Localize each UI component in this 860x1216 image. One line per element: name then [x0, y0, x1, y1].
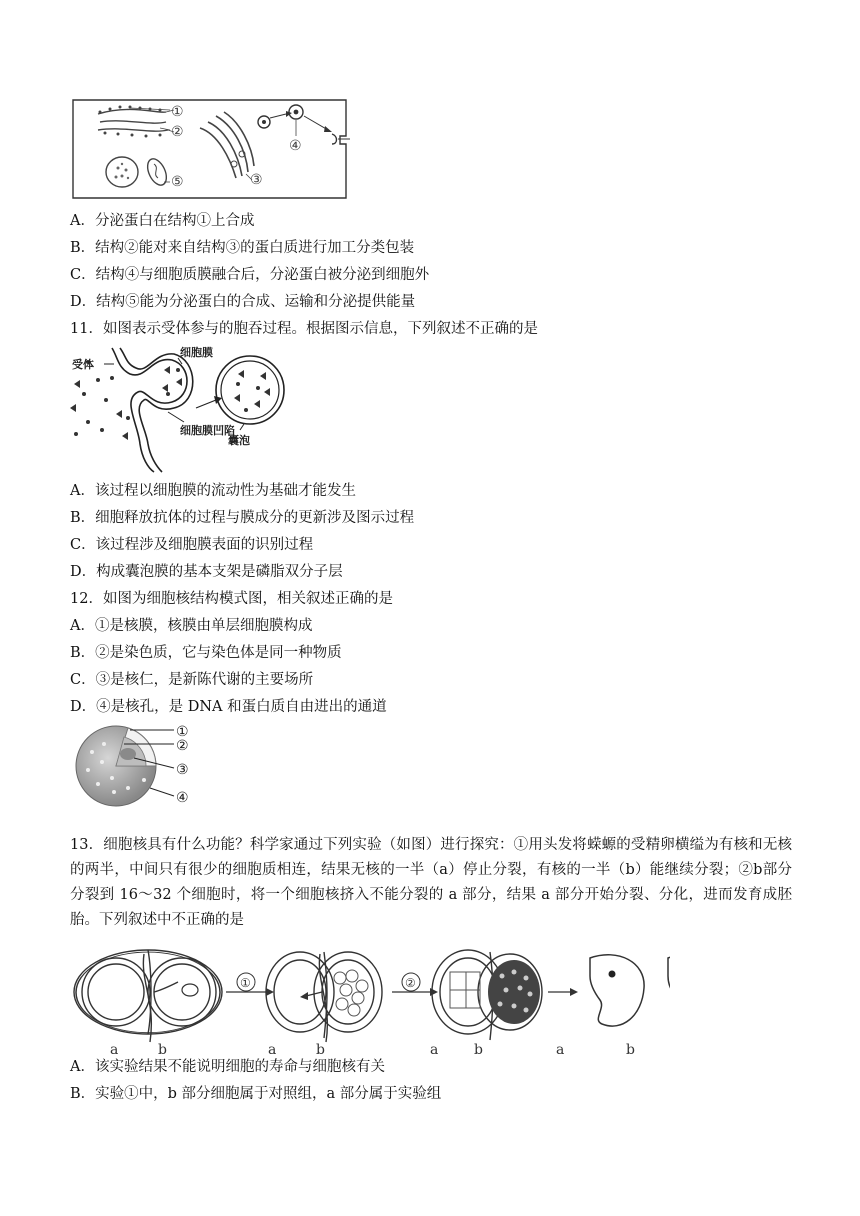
q10-option-c: C．结构④与细胞质膜融合后，分泌蛋白被分泌到细胞外 — [70, 267, 430, 283]
step-1-label: ① — [240, 976, 251, 990]
q13-option-a: A．该实验结果不能说明细胞的寿命与细胞核有关 — [70, 1059, 385, 1075]
nucleus-figure — [68, 722, 200, 808]
q12-option-d: D．④是核孔，是 DNA 和蛋白质自由进出的通道 — [70, 699, 387, 715]
q12-stem: 12．如图为细胞核结构模式图，相关叙述正确的是 — [70, 591, 393, 607]
label-5: ⑤ — [171, 174, 184, 190]
q11-option-c: C．该过程涉及细胞膜表面的识别过程 — [70, 537, 314, 553]
label-2: ② — [176, 738, 189, 754]
label-receptor: 受体 — [72, 358, 94, 371]
q12-option-a: A．①是核膜，核膜由单层细胞膜构成 — [70, 618, 313, 634]
q10-option-b: B．结构②能对来自结构③的蛋白质进行加工分类包装 — [70, 240, 415, 256]
label-b-4: b — [626, 1042, 635, 1058]
label-a-4: a — [556, 1042, 565, 1058]
label-3: ③ — [250, 172, 263, 188]
step-2-label: ② — [405, 976, 416, 990]
q11-option-b: B．细胞释放抗体的过程与膜成分的更新涉及图示过程 — [70, 510, 415, 526]
label-2: ② — [171, 124, 184, 140]
secretory-pathway-figure — [70, 98, 350, 202]
q12-option-c: C．③是核仁，是新陈代谢的主要场所 — [70, 672, 314, 688]
label-a-3: a — [430, 1042, 439, 1058]
label-cell-membrane: 细胞膜 — [180, 346, 213, 359]
label-4: ④ — [176, 790, 189, 806]
q13-stem: 13．细胞核具有什么功能？科学家通过下列实验（如图）进行探究：①用头发将蝾螈的受精卵横缢为有核和无核的两半，中间只有很少的细胞质相连，结果无核的一半（a）停止分裂，有核的一半（b）能继续分裂；②b部分分裂到 16～32 个细胞时，将一个细胞核挤入不能分裂的 a 部分，结果 a 部分开始分裂、分化，进而发育成胚胎。下列叙述中不正确的是 — [70, 837, 792, 928]
q11-stem: 11．如图表示受体参与的胞吞过程。根据图示信息，下列叙述不正确的是 — [70, 321, 538, 337]
q13-option-b: B．实验①中，b 部分细胞属于对照组，a 部分属于实验组 — [70, 1086, 442, 1102]
label-b-1: b — [158, 1042, 167, 1058]
label-1: ① — [176, 724, 189, 740]
label-1: ① — [171, 104, 184, 120]
q12-option-b: B．②是染色质，它与染色体是同一种物质 — [70, 645, 342, 661]
label-b-3: b — [474, 1042, 483, 1058]
label-membrane-invagination: 细胞膜凹陷 — [180, 424, 235, 437]
q11-option-d: D．构成囊泡膜的基本支架是磷脂双分子层 — [70, 564, 343, 580]
label-a-2: a — [268, 1042, 277, 1058]
label-vesicle: 囊泡 — [228, 434, 250, 447]
q10-option-a: A．分泌蛋白在结构①上合成 — [70, 213, 255, 229]
salamander-egg-experiment-figure — [70, 942, 670, 1058]
label-3: ③ — [176, 762, 189, 778]
q10-option-d: D．结构⑤能为分泌蛋白的合成、运输和分泌提供能量 — [70, 294, 416, 310]
endocytosis-figure — [68, 344, 288, 476]
label-a-1: a — [110, 1042, 119, 1058]
label-4: ④ — [289, 138, 302, 154]
q11-option-a: A．该过程以细胞膜的流动性为基础才能发生 — [70, 483, 356, 499]
label-b-2: b — [316, 1042, 325, 1058]
